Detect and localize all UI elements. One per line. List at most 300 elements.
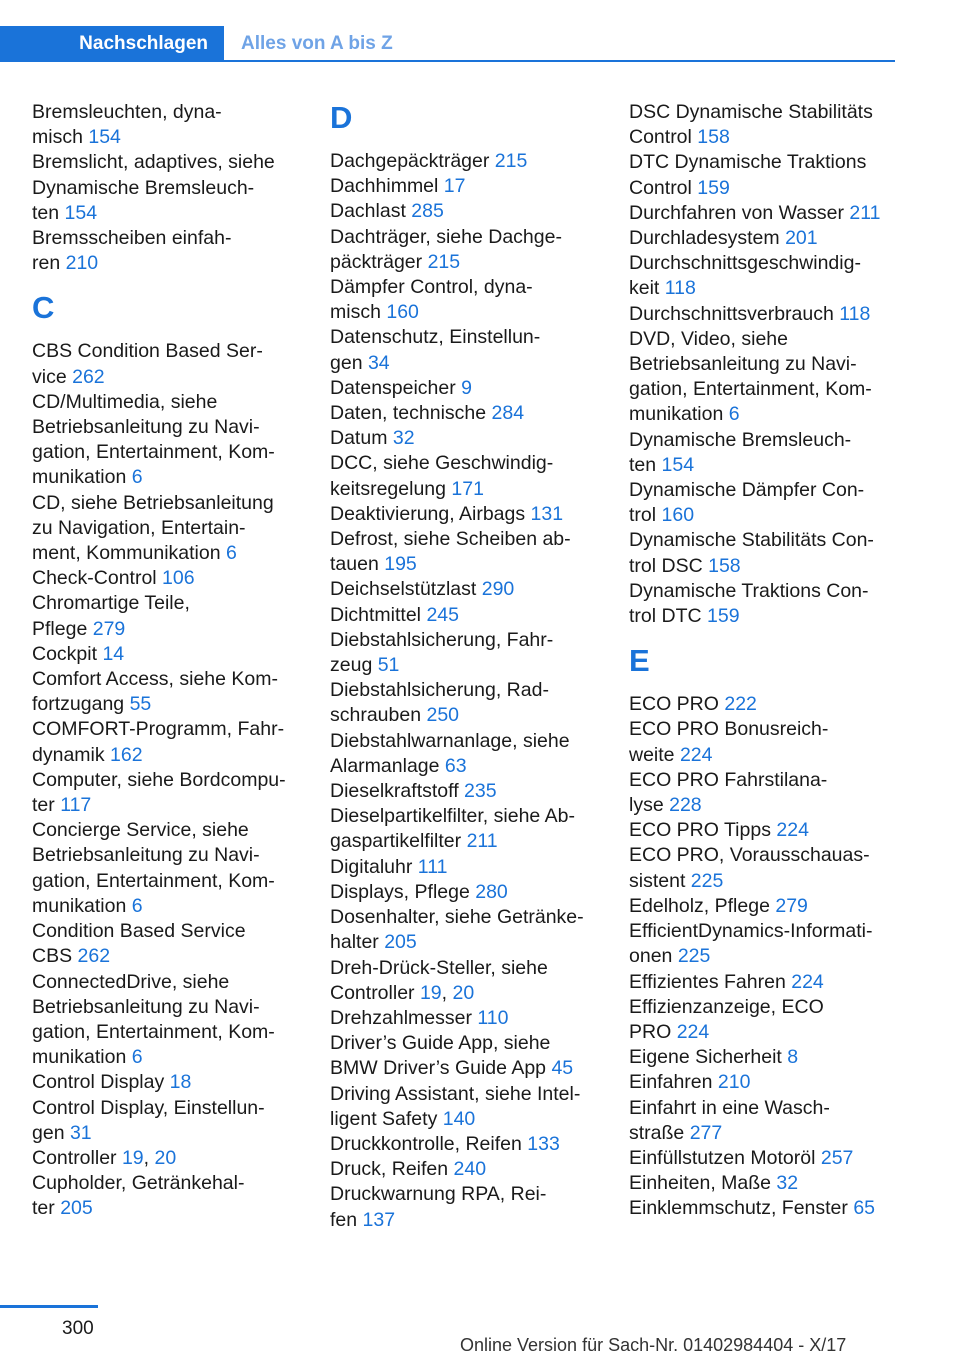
page-reference-link[interactable]: 137 bbox=[362, 1208, 396, 1231]
page-reference-link[interactable]: 224 bbox=[676, 1020, 710, 1043]
index-entry bbox=[330, 905, 610, 955]
index-entry-text bbox=[32, 869, 312, 894]
index-entry-text bbox=[629, 352, 899, 377]
page-reference-link[interactable]: 257 bbox=[820, 1146, 854, 1169]
index-entry bbox=[330, 426, 610, 451]
index-entry bbox=[330, 225, 610, 275]
entry-term: Cockpit bbox=[32, 642, 103, 665]
index-entry-text bbox=[32, 642, 312, 667]
page-reference-link[interactable]: 8 bbox=[787, 1046, 799, 1069]
page-reference-link[interactable]: 211 bbox=[466, 830, 498, 853]
entry-term: ECO PRO Tipps bbox=[629, 819, 777, 842]
index-entry-text bbox=[32, 1096, 312, 1121]
page-reference-link[interactable]: 224 bbox=[776, 819, 809, 842]
index-entry-text bbox=[330, 351, 610, 376]
index-entry bbox=[32, 1171, 312, 1221]
page-reference-link[interactable]: 210 bbox=[717, 1071, 751, 1094]
index-entry-text bbox=[629, 995, 899, 1020]
index-entry bbox=[629, 100, 899, 150]
index-entry-text bbox=[629, 528, 899, 553]
index-entry bbox=[330, 804, 610, 854]
entry-term: Dachhimmel bbox=[330, 175, 444, 198]
index-entry bbox=[32, 226, 312, 276]
page-reference-link[interactable]: 31 bbox=[69, 1121, 92, 1144]
page-reference-link[interactable]: 224 bbox=[791, 970, 824, 993]
page-reference-link[interactable]: 110 bbox=[477, 1006, 509, 1029]
entry-term: ligent Safety bbox=[330, 1107, 443, 1130]
page-reference-link[interactable]: 6 bbox=[728, 403, 740, 426]
entry-term: gen bbox=[330, 351, 368, 374]
index-entry-text bbox=[330, 653, 610, 678]
entry-term: straße bbox=[629, 1121, 690, 1144]
page-reference-link[interactable]: 235 bbox=[464, 780, 497, 803]
index-entry-text bbox=[32, 176, 312, 201]
page-reference-link[interactable]: 201 bbox=[785, 227, 818, 250]
index-entry-text bbox=[330, 401, 610, 426]
section-letter: D bbox=[330, 100, 353, 135]
page-reference-link[interactable]: 32 bbox=[776, 1172, 799, 1195]
entry-term: päckträger bbox=[330, 250, 428, 273]
entry-term: Diebstahlsicherung, Rad- bbox=[330, 679, 549, 702]
index-entry-text bbox=[32, 944, 312, 969]
page-reference-link[interactable]: 225 bbox=[690, 869, 724, 892]
index-entry bbox=[32, 491, 312, 567]
page-reference-link[interactable]: 6 bbox=[131, 894, 143, 917]
index-entry-text bbox=[629, 554, 899, 579]
page-reference-link[interactable]: 159 bbox=[697, 176, 730, 199]
page-reference-link[interactable]: 262 bbox=[72, 365, 105, 388]
index-entry-text bbox=[330, 729, 610, 754]
entry-term: Check-Control bbox=[32, 567, 163, 590]
index-entry-text bbox=[32, 541, 312, 566]
index-entry-text bbox=[330, 703, 610, 728]
index-entry-text bbox=[629, 226, 899, 251]
page-reference-link[interactable]: 210 bbox=[65, 252, 99, 275]
page-reference-link[interactable]: 160 bbox=[386, 301, 419, 324]
entry-term: Dieselpartikelfilter, siehe Ab- bbox=[330, 805, 575, 828]
entry-term: Durchschnittsverbrauch bbox=[629, 302, 840, 325]
index-entry bbox=[32, 1096, 312, 1146]
index-entry bbox=[629, 894, 899, 919]
entry-term: Durchfahren von Wasser bbox=[629, 201, 850, 224]
entry-term: Einfahrt in eine Wasch- bbox=[629, 1096, 830, 1119]
index-entry-text bbox=[629, 453, 899, 478]
page-reference-link[interactable]: 106 bbox=[162, 567, 195, 590]
entry-term: CD, siehe Betriebsanleitung bbox=[32, 491, 274, 514]
page-reference-link[interactable]: 154 bbox=[661, 453, 695, 476]
entry-term: Dynamische Dämpfer Con- bbox=[629, 479, 865, 502]
index-entry-text bbox=[330, 250, 610, 275]
entry-term: Pflege bbox=[32, 617, 93, 640]
index-column-1 bbox=[32, 100, 312, 1222]
index-entry bbox=[629, 692, 899, 717]
entry-term: halter bbox=[330, 931, 385, 954]
index-entry bbox=[629, 843, 899, 893]
page-reference-link[interactable]: 240 bbox=[453, 1158, 487, 1181]
index-entry-text bbox=[32, 919, 312, 944]
index-entry bbox=[32, 1070, 312, 1095]
page-reference-link[interactable]: 19 bbox=[121, 1146, 144, 1169]
entry-term: dynamik bbox=[32, 743, 111, 766]
page-reference-link[interactable]: 279 bbox=[775, 894, 808, 917]
index-entry bbox=[330, 628, 610, 678]
index-entry-text bbox=[629, 503, 899, 528]
index-entry-text bbox=[330, 754, 610, 779]
index-entry bbox=[629, 970, 899, 995]
index-entry bbox=[629, 818, 899, 843]
entry-term: Dreh-Drück-Steller, siehe bbox=[330, 956, 548, 979]
index-entry-text bbox=[629, 743, 899, 768]
entry-term: Durchschnittsgeschwindig- bbox=[629, 252, 861, 275]
entry-term: Betriebsanleitung zu Navi- bbox=[32, 416, 260, 439]
index-entry bbox=[629, 579, 899, 629]
index-entry-text bbox=[330, 956, 610, 981]
index-column-3 bbox=[629, 100, 899, 1222]
index-entry-text bbox=[629, 604, 899, 629]
entry-term: COMFORT-Programm, Fahr- bbox=[32, 718, 285, 741]
footer-note: Online Version für Sach-Nr. 01402984404 - X/17 bbox=[460, 1335, 847, 1355]
page-reference-link[interactable]: 222 bbox=[724, 693, 757, 716]
page-reference-link[interactable]: 65 bbox=[853, 1197, 876, 1220]
index-entry-text bbox=[32, 1020, 312, 1045]
entry-term: CD/Multimedia, siehe bbox=[32, 390, 218, 413]
page-reference-link[interactable]: 215 bbox=[427, 250, 461, 273]
entry-term: Bremsleuchten, dyna- bbox=[32, 101, 222, 123]
page-reference-link[interactable]: 6 bbox=[131, 1046, 143, 1069]
index-entry-text bbox=[330, 174, 610, 199]
entry-term: Druckkontrolle, Reifen bbox=[330, 1132, 528, 1155]
index-entry bbox=[629, 995, 899, 1045]
index-entry bbox=[629, 428, 899, 478]
page-reference-link[interactable]: 290 bbox=[481, 578, 515, 601]
page-reference-link[interactable]: 159 bbox=[707, 605, 740, 628]
entry-term: Diebstahlwarnanlage, siehe bbox=[330, 729, 570, 752]
entry-term: trol DTC bbox=[629, 605, 707, 628]
entry-term: Edelholz, Pflege bbox=[629, 894, 776, 917]
entry-term: trol bbox=[629, 504, 662, 527]
index-entry-text bbox=[629, 125, 899, 150]
entry-term: Datenspeicher bbox=[330, 376, 462, 399]
entry-term: munikation bbox=[629, 403, 729, 426]
index-entry bbox=[32, 566, 312, 591]
entry-term: Eigene Sicherheit bbox=[629, 1046, 788, 1069]
index-entry-text bbox=[629, 579, 899, 604]
page-reference-link[interactable]: 262 bbox=[77, 945, 111, 968]
page-reference-link[interactable]: 162 bbox=[110, 743, 143, 766]
entry-term: Dichtmittel bbox=[330, 603, 427, 626]
index-entry-text bbox=[32, 743, 312, 768]
page-reference-link[interactable]: 171 bbox=[451, 477, 484, 500]
index-entry bbox=[330, 880, 610, 905]
index-entry-text bbox=[32, 1045, 312, 1070]
index-entry-text bbox=[629, 276, 899, 301]
index-entry-text bbox=[629, 843, 899, 868]
tab-alles-von-a-bis-z[interactable]: Alles von A bis Z bbox=[241, 33, 393, 54]
index-entry bbox=[32, 768, 312, 818]
index-entry bbox=[330, 956, 610, 1006]
entry-term: gation, Entertainment, Kom- bbox=[629, 378, 872, 401]
entry-term: ECO PRO Bonusreich- bbox=[629, 718, 829, 741]
page-reference-link[interactable]: 154 bbox=[88, 126, 121, 149]
index-entry-text bbox=[32, 995, 312, 1020]
index-entry bbox=[330, 603, 610, 628]
index-entry-text bbox=[32, 201, 312, 226]
entry-term: Betriebsanleitung zu Navi- bbox=[32, 844, 260, 867]
entry-term: ter bbox=[32, 794, 61, 817]
index-entry-text bbox=[629, 100, 899, 125]
page-reference-link[interactable]: 118 bbox=[664, 277, 696, 300]
index-entry bbox=[330, 1031, 610, 1081]
index-entry-text bbox=[629, 176, 899, 201]
entry-term: ConnectedDrive, siehe bbox=[32, 970, 230, 993]
page-reference-link[interactable]: 131 bbox=[530, 502, 564, 525]
index-entry bbox=[330, 199, 610, 224]
index-entry-text bbox=[32, 692, 312, 717]
entry-term: fen bbox=[330, 1208, 363, 1231]
index-entry bbox=[32, 150, 312, 226]
page-reference-link[interactable]: 6 bbox=[226, 542, 237, 565]
page-reference-link[interactable]: 280 bbox=[475, 880, 508, 903]
index-entry-text bbox=[330, 1132, 610, 1157]
entry-term: Drehzahlmesser bbox=[330, 1006, 478, 1029]
tab-nachschlagen[interactable]: Nachschlagen bbox=[0, 26, 224, 62]
index-entry bbox=[330, 729, 610, 779]
index-entry bbox=[629, 717, 899, 767]
entry-term: Datenschutz, Einstellun- bbox=[330, 326, 541, 349]
index-entry-text bbox=[629, 402, 899, 427]
page-reference-link[interactable]: 20 bbox=[452, 981, 475, 1004]
index-entry-text bbox=[32, 717, 312, 742]
index-entry-text bbox=[629, 894, 899, 919]
index-entry-text bbox=[629, 302, 899, 327]
entry-term: Dosenhalter, siehe Getränke- bbox=[330, 906, 584, 929]
page-reference-link[interactable]: 19 bbox=[419, 981, 442, 1004]
index-entry-text bbox=[330, 325, 610, 350]
entry-term: Dynamische Bremsleuch- bbox=[32, 176, 255, 199]
page-reference-link[interactable]: 111 bbox=[417, 855, 448, 878]
page-reference-link[interactable]: 224 bbox=[679, 743, 713, 766]
page-reference-link[interactable]: 34 bbox=[367, 351, 390, 374]
page-reference-link[interactable]: 228 bbox=[669, 794, 702, 817]
entry-term: ment, Kommunikation bbox=[32, 542, 227, 565]
index-column-2 bbox=[330, 100, 610, 1233]
index-entry-text bbox=[629, 919, 899, 944]
index-entry bbox=[629, 478, 899, 528]
index-entry-text bbox=[629, 1020, 899, 1045]
entry-term: DVD, Video, siehe bbox=[629, 327, 788, 350]
page-reference-link[interactable]: 195 bbox=[384, 553, 417, 576]
entry-term: Control Display, Einstellun- bbox=[32, 1096, 265, 1119]
entry-term: Defrost, siehe Scheiben ab- bbox=[330, 528, 571, 551]
index-entry-text bbox=[330, 426, 610, 451]
entry-term: Druck, Reifen bbox=[330, 1158, 454, 1181]
page-reference-link[interactable]: 284 bbox=[491, 402, 525, 425]
page-number: 300 bbox=[62, 1318, 94, 1339]
entry-term: Dachlast bbox=[330, 200, 412, 223]
index-entry-text bbox=[629, 793, 899, 818]
index-entry bbox=[330, 502, 610, 527]
entry-term: Dämpfer Control, dyna- bbox=[330, 276, 533, 299]
entry-term: Driver’s Guide App, siehe bbox=[330, 1032, 551, 1055]
page-reference-link[interactable]: 158 bbox=[697, 126, 730, 149]
page-reference-link[interactable]: 133 bbox=[527, 1132, 560, 1155]
page-reference-link[interactable]: 20 bbox=[154, 1146, 177, 1169]
index-entry-text bbox=[32, 125, 312, 150]
index-entry-text bbox=[32, 465, 312, 490]
index-entry-text bbox=[330, 779, 610, 804]
entry-term: DSC Dynamische Stabilitäts bbox=[629, 101, 873, 123]
page-reference-link[interactable]: 18 bbox=[169, 1071, 192, 1094]
entry-term: Concierge Service, siehe bbox=[32, 819, 249, 842]
index-entry-text bbox=[330, 300, 610, 325]
index-entry-text bbox=[32, 793, 312, 818]
entry-term: Control bbox=[629, 126, 698, 149]
entry-term: gation, Entertainment, Kom- bbox=[32, 869, 275, 892]
entry-term: Einfahren bbox=[629, 1071, 718, 1094]
index-entry-text bbox=[330, 477, 610, 502]
index-entry-text bbox=[330, 603, 610, 628]
page-reference-link[interactable]: 211 bbox=[849, 201, 881, 224]
index-entry-text bbox=[32, 415, 312, 440]
index-entry-text bbox=[330, 451, 610, 476]
page-reference-link[interactable]: 9 bbox=[461, 376, 473, 399]
entry-term: munikation bbox=[32, 466, 132, 489]
index-entry-text bbox=[330, 804, 610, 829]
page-reference-link[interactable]: 118 bbox=[839, 302, 871, 325]
index-entry bbox=[629, 768, 899, 818]
page-reference-link[interactable]: 158 bbox=[708, 554, 741, 577]
entry-term: ren bbox=[32, 252, 66, 275]
entry-term: Dynamische Stabilitäts Con- bbox=[629, 529, 874, 552]
page-reference-link[interactable]: 285 bbox=[411, 200, 444, 223]
page-reference-link[interactable]: 225 bbox=[677, 945, 711, 968]
index-entry bbox=[330, 149, 610, 174]
page-reference-link[interactable]: 154 bbox=[64, 201, 98, 224]
index-entry bbox=[629, 226, 899, 251]
index-entry bbox=[629, 1196, 899, 1221]
index-entry bbox=[330, 1082, 610, 1132]
index-entry-text bbox=[629, 818, 899, 843]
index-entry bbox=[32, 717, 312, 767]
entry-term: vice bbox=[32, 365, 73, 388]
page-reference-link[interactable]: 45 bbox=[551, 1057, 574, 1080]
entry-term: gen bbox=[32, 1121, 70, 1144]
index-entry-text bbox=[32, 516, 312, 541]
index-entry-text bbox=[32, 339, 312, 364]
index-entry-text bbox=[629, 478, 899, 503]
index-entry bbox=[32, 970, 312, 1071]
entry-term: PRO bbox=[629, 1020, 677, 1043]
page-reference-link[interactable]: 245 bbox=[426, 603, 459, 626]
header-tabs bbox=[0, 26, 895, 62]
entry-term: Alarmanlage bbox=[330, 754, 445, 777]
entry-term: misch bbox=[32, 126, 89, 149]
entry-term: Datum bbox=[330, 427, 393, 450]
entry-term: Displays, Pflege bbox=[330, 880, 476, 903]
index-entry bbox=[330, 174, 610, 199]
entry-term: fortzugang bbox=[32, 693, 130, 716]
index-entry bbox=[629, 251, 899, 301]
index-entry bbox=[629, 1070, 899, 1095]
entry-term: Computer, siehe Bordcompu- bbox=[32, 768, 286, 791]
index-entry bbox=[629, 1171, 899, 1196]
index-entry bbox=[629, 150, 899, 200]
entry-term: ten bbox=[629, 453, 662, 476]
entry-term: zeug bbox=[330, 654, 378, 677]
page-reference-link[interactable]: 160 bbox=[661, 504, 695, 527]
index-entry-text bbox=[330, 1107, 610, 1132]
page-reference-link[interactable]: 32 bbox=[392, 427, 415, 450]
entry-term: gation, Entertainment, Kom- bbox=[32, 441, 275, 464]
index-entry-text bbox=[32, 970, 312, 995]
page-reference-link[interactable]: 117 bbox=[60, 794, 92, 817]
index-entry-text bbox=[629, 970, 899, 995]
page-reference-link[interactable]: 51 bbox=[377, 654, 400, 677]
index-entry bbox=[629, 919, 899, 969]
entry-term: Control bbox=[629, 176, 698, 199]
page-reference-link[interactable]: 205 bbox=[384, 931, 417, 954]
index-entry-text bbox=[629, 944, 899, 969]
index-entry-text bbox=[629, 1171, 899, 1196]
index-entry bbox=[330, 451, 610, 501]
entry-term: ter bbox=[32, 1197, 61, 1220]
index-entry-text: Controller 19, 20 bbox=[330, 981, 475, 1004]
index-entry bbox=[32, 1146, 312, 1171]
index-entry-text bbox=[629, 428, 899, 453]
index-entry bbox=[330, 376, 610, 401]
index-entry bbox=[32, 667, 312, 717]
page-reference-link[interactable]: 279 bbox=[92, 617, 126, 640]
header-divider bbox=[0, 60, 895, 62]
index-entry-text bbox=[32, 1171, 312, 1196]
page-reference-link[interactable]: 215 bbox=[494, 150, 528, 172]
index-entry-text bbox=[32, 440, 312, 465]
index-entry-text bbox=[32, 617, 312, 642]
index-entry bbox=[629, 201, 899, 226]
index-entry bbox=[629, 1045, 899, 1070]
entry-term: tauen bbox=[330, 553, 385, 576]
index-entry-text bbox=[32, 491, 312, 516]
index-entry bbox=[330, 1157, 610, 1182]
page-reference-link[interactable]: 277 bbox=[689, 1121, 723, 1144]
index-entry-text bbox=[330, 577, 610, 602]
entry-term: Controller bbox=[330, 981, 420, 1004]
page-reference-link[interactable]: 63 bbox=[444, 754, 467, 777]
index-entry bbox=[629, 327, 899, 428]
index-entry-text bbox=[629, 1146, 899, 1171]
index-entry-text bbox=[330, 275, 610, 300]
page-reference-link[interactable]: 250 bbox=[426, 704, 460, 727]
index-entry-text bbox=[629, 768, 899, 793]
index-entry bbox=[32, 339, 312, 389]
index-entry-text bbox=[32, 591, 312, 616]
entry-term: Einklemmschutz, Fenster bbox=[629, 1197, 854, 1220]
index-entry-text bbox=[330, 930, 610, 955]
index-entry-text bbox=[330, 829, 610, 854]
page-reference-link[interactable]: 140 bbox=[442, 1107, 476, 1130]
index-entry bbox=[330, 779, 610, 804]
page-reference-link[interactable]: 55 bbox=[129, 693, 152, 716]
page-reference-link[interactable]: 17 bbox=[443, 175, 466, 198]
index-entry-text bbox=[330, 1157, 610, 1182]
index-entry-text bbox=[32, 1121, 312, 1146]
index-entry-text bbox=[32, 1070, 312, 1095]
entry-term: Controller bbox=[32, 1146, 122, 1169]
page-reference-link[interactable]: 205 bbox=[60, 1197, 93, 1220]
index-entry bbox=[330, 577, 610, 602]
page-reference-link[interactable]: 6 bbox=[131, 466, 143, 489]
page-reference-link[interactable]: 14 bbox=[102, 642, 125, 665]
